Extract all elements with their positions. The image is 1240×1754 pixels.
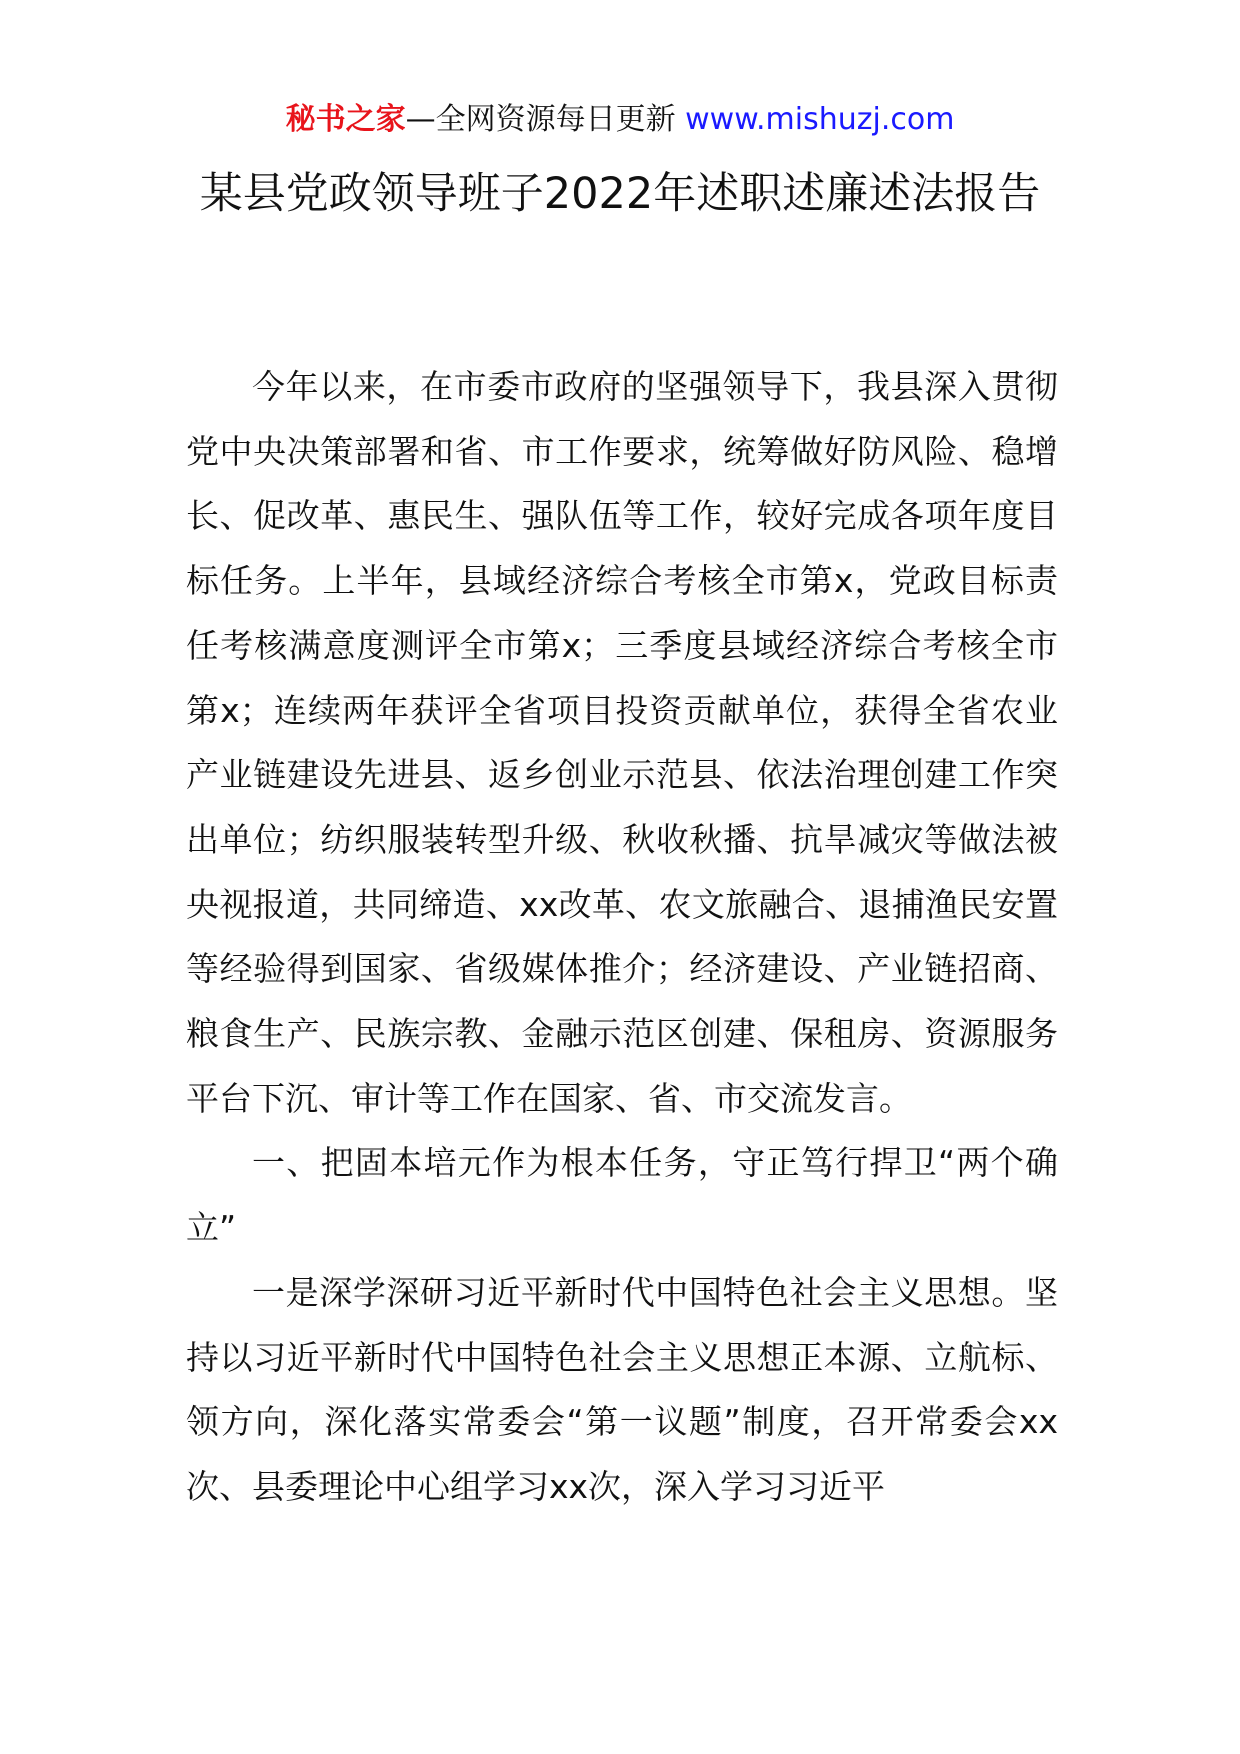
site-header bbox=[0, 100, 1240, 140]
body-paragraph: 一是深学深研习近平新时代中国特色社会主义思想。坚持以习近平新时代中国特色社会主义思想正本源、立航标、领方向，深化落实常委会“第一议题”制度，召开常委会xx次、县委理论中心组学习xx次，深入学习习近平 bbox=[186, 1272, 1058, 1506]
brand-name: 秘书之家 bbox=[285, 102, 406, 137]
document-body bbox=[186, 355, 1058, 1520]
header-tagline: —全网资源每日更新 bbox=[405, 102, 676, 137]
site-url-link[interactable]: www.mishuzj.com bbox=[685, 102, 955, 137]
section-heading-1: 一、把固本培元作为根本任务，守正笃行捍卫“两个确立” bbox=[186, 1143, 1058, 1248]
intro-paragraph: 今年以来，在市委市政府的坚强领导下，我县深入贯彻党中央决策部署和省、市工作要求，统筹做好防风险、稳增长、促改革、惠民生、强队伍等工作，较好完成各项年度目标任务。上半年，县域经济综合考核全市第x，党政目标责任考核满意度测评全市第x；三季度县域经济综合考核全市第x；连续两年获评全省项目投资贡献单位，获得全省农业产业链建设先进县、返乡创业示范县、依法治理创建工作突出单位；纺织服装转型升级、秋收秋播、抗旱减灾等做法被央视报道，共同缔造、xx改革、农文旅融合、退捕渔民安置等经验得到国家、省级媒体推介；经济建设、产业链招商、粮食生产、民族宗教、金融示范区创建、保租房、资源服务平台下沉、审计等工作在国家、省、市交流发言。 bbox=[186, 367, 1058, 1118]
document-title: 某县党政领导班子2022年述职述廉述法报告 bbox=[199, 169, 1041, 219]
